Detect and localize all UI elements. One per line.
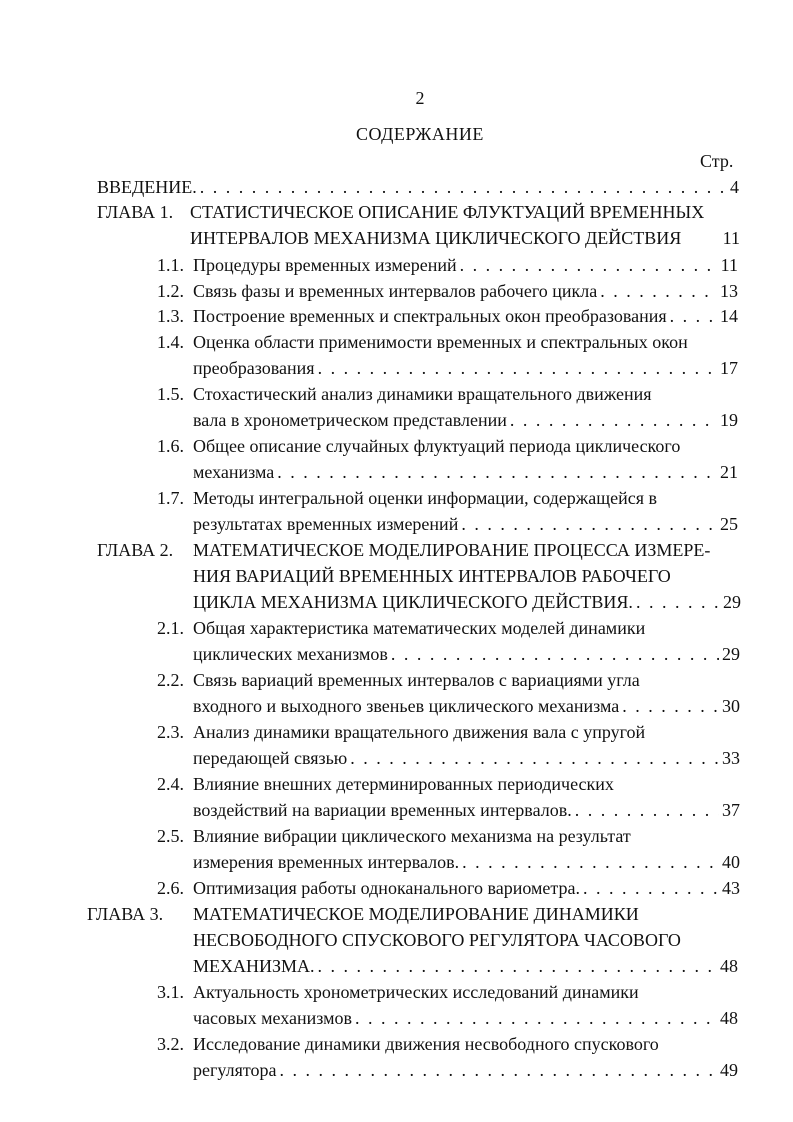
toc-entry-continuation[interactable] xyxy=(193,694,740,718)
toc-entry-continuation[interactable] xyxy=(193,850,740,874)
toc-entry-text: Актуальность хронометрических исследований динамики xyxy=(193,982,639,1002)
toc-entry-text: Общее описание случайных флуктуаций периода циклического xyxy=(193,436,681,456)
section-number: 2.3. xyxy=(157,722,184,742)
section-number: 1.7. xyxy=(157,488,184,508)
chapter-number: ГЛАВА 2. xyxy=(97,540,174,560)
toc-entry-text: ВВЕДЕНИЕ. xyxy=(97,177,197,197)
leader-dots xyxy=(200,175,727,199)
toc-page-number: 25 xyxy=(720,514,738,534)
leader-dots xyxy=(318,954,717,978)
section-number: 3.1. xyxy=(157,982,184,1002)
toc-entry-text: Влияние вибрации циклического механизма на результат xyxy=(193,826,631,846)
chapter-number: ГЛАВА 3. xyxy=(87,904,164,924)
toc-entry-text: передающей связью xyxy=(193,748,348,768)
toc-entry[interactable] xyxy=(193,980,738,1004)
leader-dots xyxy=(636,590,720,614)
chapter-title-line[interactable] xyxy=(193,954,738,978)
toc-entry-text: часовых механизмов xyxy=(193,1008,353,1028)
toc-entry-text: Стохастический анализ динамики вращательного движения xyxy=(193,384,652,404)
section-number: 1.2. xyxy=(157,281,184,301)
leader-dots xyxy=(461,512,717,536)
toc-page-number: 17 xyxy=(720,358,738,378)
toc-entry-text: Исследование динамики движения несвободного спускового xyxy=(193,1034,659,1054)
chapter-title-text: ИНТЕРВАЛОВ МЕХАНИЗМА ЦИКЛИЧЕСКОГО ДЕЙСТВИЯ xyxy=(190,228,682,248)
toc-entry-text: Связь вариаций временных интервалов с вариациями угла xyxy=(193,670,640,690)
toc-page-number: 19 xyxy=(720,410,738,430)
leader-dots xyxy=(350,746,719,770)
toc-entry-text: воздействий на вариации временных интервалов. xyxy=(193,800,572,820)
leader-dots xyxy=(510,408,717,432)
toc-entry-continuation[interactable] xyxy=(193,798,740,822)
toc-entry[interactable] xyxy=(193,279,738,303)
toc-page-number: 11 xyxy=(720,255,738,275)
toc-entry-text: Общая характеристика математических моделей динамики xyxy=(193,618,646,638)
toc-entry[interactable] xyxy=(193,616,738,640)
toc-page-number: 30 xyxy=(722,696,740,716)
toc-entry-continuation[interactable] xyxy=(193,512,738,536)
leader-dots xyxy=(462,850,719,874)
toc-entry[interactable] xyxy=(193,772,738,796)
toc-page-number: 21 xyxy=(720,462,738,482)
chapter-title-text: СТАТИСТИЧЕСКОЕ ОПИСАНИЕ ФЛУКТУАЦИЙ ВРЕМЕННЫХ xyxy=(190,202,705,222)
toc-entry-continuation[interactable] xyxy=(193,746,740,770)
toc-entry-text: входного и выходного звеньев циклического механизма xyxy=(193,696,620,716)
section-number: 1.3. xyxy=(157,306,184,326)
toc-entry-text: циклических механизмов xyxy=(193,644,388,664)
leader-dots xyxy=(279,1058,717,1082)
toc-entry[interactable] xyxy=(193,330,738,354)
section-number: 1.6. xyxy=(157,436,184,456)
toc-page-number: 29 xyxy=(722,644,740,664)
toc-page-number: 33 xyxy=(722,748,740,768)
toc-page-number: 49 xyxy=(720,1060,738,1080)
section-number: 1.1. xyxy=(157,255,184,275)
chapter-title-line[interactable] xyxy=(193,902,738,926)
chapter-title-text: МЕХАНИЗМА. xyxy=(193,956,315,976)
page-number: 2 xyxy=(415,88,425,108)
page-column-label: Стр. xyxy=(700,151,734,171)
leader-dots xyxy=(622,694,719,718)
chapter-title-text: ЦИКЛА МЕХАНИЗМА ЦИКЛИЧЕСКОГО ДЕЙСТВИЯ. xyxy=(193,592,633,612)
section-number: 2.4. xyxy=(157,774,184,794)
toc-entry-continuation[interactable] xyxy=(193,460,738,484)
toc-page-number: 48 xyxy=(720,1008,738,1028)
toc-entry-text: измерения временных интервалов. xyxy=(193,852,460,872)
toc-entry-text: Анализ динамики вращательного движения вала с упругой xyxy=(193,722,646,742)
toc-entry-continuation[interactable] xyxy=(193,356,738,380)
toc-page-number: 4 xyxy=(730,177,739,197)
page-title: СОДЕРЖАНИЕ xyxy=(356,124,484,144)
leader-dots xyxy=(355,1006,717,1030)
section-number: 2.5. xyxy=(157,826,184,846)
section-number: 2.6. xyxy=(157,878,184,898)
leader-dots xyxy=(670,304,717,328)
section-number: 3.2. xyxy=(157,1034,184,1054)
toc-entry-continuation[interactable] xyxy=(193,1058,738,1082)
toc-entry-text: механизма xyxy=(193,462,275,482)
chapter-title-line[interactable] xyxy=(193,564,738,588)
toc-entry-text: вала в хронометрическом представлении xyxy=(193,410,507,430)
toc-entry-text: преобразования xyxy=(193,358,315,378)
leader-dots xyxy=(460,253,718,277)
toc-entry-continuation[interactable] xyxy=(193,408,738,432)
section-number: 1.4. xyxy=(157,332,184,352)
toc-entry-text: Построение временных и спектральных окон преобразования xyxy=(193,306,667,326)
toc-entry-text: Связь фазы и временных интервалов рабочего цикла xyxy=(193,281,598,301)
toc-page-number: 37 xyxy=(722,800,740,820)
toc-entry[interactable] xyxy=(193,253,738,277)
toc-entry[interactable] xyxy=(193,876,740,900)
toc-entry-text: Процедуры временных измерений xyxy=(193,255,457,275)
toc-page-number: 48 xyxy=(720,956,738,976)
chapter-title-line[interactable] xyxy=(193,538,753,562)
leader-dots xyxy=(391,642,719,666)
toc-entry-text: Методы интегральной оценки информации, содержащейся в xyxy=(193,488,657,508)
toc-page-number: 43 xyxy=(722,878,740,898)
leader-dots xyxy=(318,356,717,380)
chapter-number: ГЛАВА 1. xyxy=(97,202,174,222)
toc-entry[interactable] xyxy=(193,486,738,510)
toc-entry[interactable] xyxy=(193,382,738,406)
leader-dots xyxy=(583,876,719,900)
chapter-title-text: МАТЕМАТИЧЕСКОЕ МОДЕЛИРОВАНИЕ ПРОЦЕССА ИЗМЕРЕ- xyxy=(193,540,711,560)
section-number: 2.1. xyxy=(157,618,184,638)
chapter-title-text: МАТЕМАТИЧЕСКОЕ МОДЕЛИРОВАНИЕ ДИНАМИКИ xyxy=(193,904,639,924)
toc-entry-text: Оценка области применимости временных и спектральных окон xyxy=(193,332,688,352)
toc-page-number: 13 xyxy=(720,281,738,301)
chapter-title-line[interactable] xyxy=(190,226,740,250)
chapter-title-line[interactable] xyxy=(193,590,741,614)
leader-dots xyxy=(277,460,717,484)
toc-page-number: 40 xyxy=(722,852,740,872)
toc-entry[interactable] xyxy=(193,434,738,458)
chapter-title-line[interactable] xyxy=(190,200,750,224)
toc-page-number: 11 xyxy=(722,228,740,248)
toc-entry[interactable] xyxy=(193,824,738,848)
toc-entry-text: результатах временных измерений xyxy=(193,514,459,534)
leader-dots xyxy=(575,798,719,822)
toc-entry-text: Оптимизация работы одноканального вариометра. xyxy=(193,878,580,898)
chapter-title-text: НЕСВОБОДНОГО СПУСКОВОГО РЕГУЛЯТОРА ЧАСОВОГО xyxy=(193,930,681,950)
toc-entry[interactable] xyxy=(193,1032,738,1056)
toc-entry-text: регулятора xyxy=(193,1060,277,1080)
toc-entry-text: Влияние внешних детерминированных периодических xyxy=(193,774,614,794)
leader-dots xyxy=(600,279,717,303)
toc-entry-introduction[interactable] xyxy=(97,175,739,199)
toc-entry-continuation[interactable] xyxy=(193,1006,738,1030)
chapter-title-line[interactable] xyxy=(193,928,738,952)
toc-page-number: 29 xyxy=(723,592,741,612)
toc-entry[interactable] xyxy=(193,720,738,744)
toc-entry[interactable] xyxy=(193,668,738,692)
toc-entry[interactable] xyxy=(193,304,738,328)
section-number: 2.2. xyxy=(157,670,184,690)
section-number: 1.5. xyxy=(157,384,184,404)
toc-page-number: 14 xyxy=(720,306,738,326)
toc-entry-continuation[interactable] xyxy=(193,642,740,666)
chapter-title-text: НИЯ ВАРИАЦИЙ ВРЕМЕННЫХ ИНТЕРВАЛОВ РАБОЧЕГО xyxy=(193,566,671,586)
